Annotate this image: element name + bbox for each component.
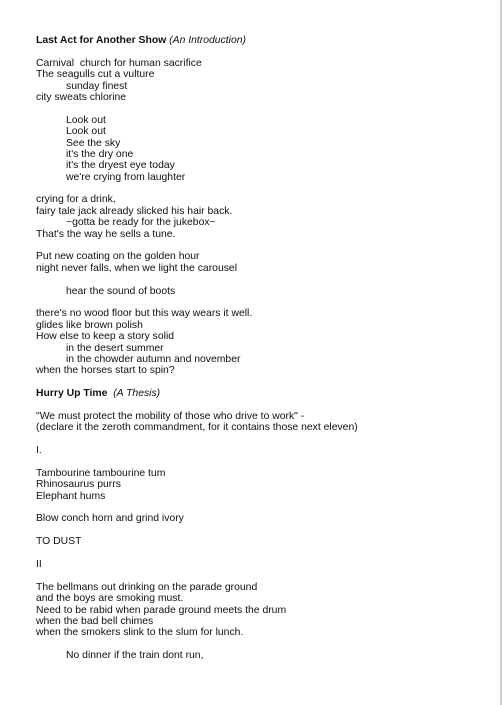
poem-line: Look out — [66, 114, 106, 126]
poem-line: hear the sound of boots — [66, 285, 176, 297]
poem-title: Last Act for Another Show — [36, 35, 167, 46]
poem-line: night never falls, when we light the carousel — [36, 262, 237, 274]
poem-line: we're crying from laughter — [66, 171, 186, 183]
poem-line: The bellmans out drinking on the parade ground — [36, 581, 258, 593]
poem-line: when the smokers slink to the slum for lunch. — [36, 627, 244, 639]
poem-subtitle: (An Introduction) — [169, 35, 246, 46]
poem-subtitle: (A Thesis) — [113, 388, 161, 400]
poem-line: Elephant hums — [36, 490, 106, 502]
poem-line: glides like brown polish — [36, 319, 143, 331]
poem-epigraph: "We must protect the mobility of those who drive to work" - — [36, 410, 305, 422]
section-numeral: II — [36, 558, 42, 570]
poem-line: it's the dryest eye today — [66, 160, 175, 172]
poem-line: and the boys are smoking must. — [36, 593, 184, 605]
poem-line: Blow conch horn and grind ivory — [36, 513, 184, 525]
poem-line: Put new coating on the golden hour — [36, 251, 200, 263]
poem-epigraph: (declare it the zeroth commandment, for it contains those next eleven) — [36, 422, 358, 434]
poem-line: it's the dry one — [66, 148, 134, 160]
poem-line: when the bad bell chimes — [36, 615, 154, 627]
poem-line: ~gotta be ready for the jukebox~ — [66, 217, 216, 229]
poem-line: crying for a drink, — [36, 194, 116, 206]
poem-title: Hurry Up Time — [36, 388, 108, 400]
poem-line: Tambourine tambourine tum — [36, 467, 166, 479]
poem-line: TO DUST — [36, 536, 82, 548]
poem-line: Look out — [66, 126, 106, 138]
poem-line: sunday finest — [66, 80, 128, 92]
poem-line: city sweats chlorine — [36, 91, 127, 103]
poem-line: How else to keep a story solid — [36, 331, 175, 343]
poem-line: Need to be rabid when parade ground meets the drum — [36, 604, 287, 616]
poem-line: The seagulls cut a vulture — [36, 69, 155, 81]
poem-line: See the sky — [66, 137, 121, 149]
document-body — [36, 35, 486, 661]
poem-line: That's the way he sells a tune. — [36, 228, 176, 240]
poem-line: when the horses start to spin? — [36, 365, 175, 377]
poem-line: Rhinosaurus purrs — [36, 479, 121, 491]
poem-heading — [36, 388, 486, 399]
poem-line: in the desert summer — [66, 342, 164, 354]
poem-line: there's no wood floor but this way wears it well. — [36, 308, 253, 320]
poem-line: in the chowder autumn and november — [66, 353, 241, 365]
poem-line: No dinner if the train dont run, — [66, 650, 204, 662]
poem-line: fairy tale jack already slicked his hair back. — [36, 205, 233, 217]
section-numeral: I. — [36, 445, 42, 457]
poem-heading — [36, 35, 486, 46]
poem-line: Carnival church for human sacrifice — [36, 57, 202, 69]
